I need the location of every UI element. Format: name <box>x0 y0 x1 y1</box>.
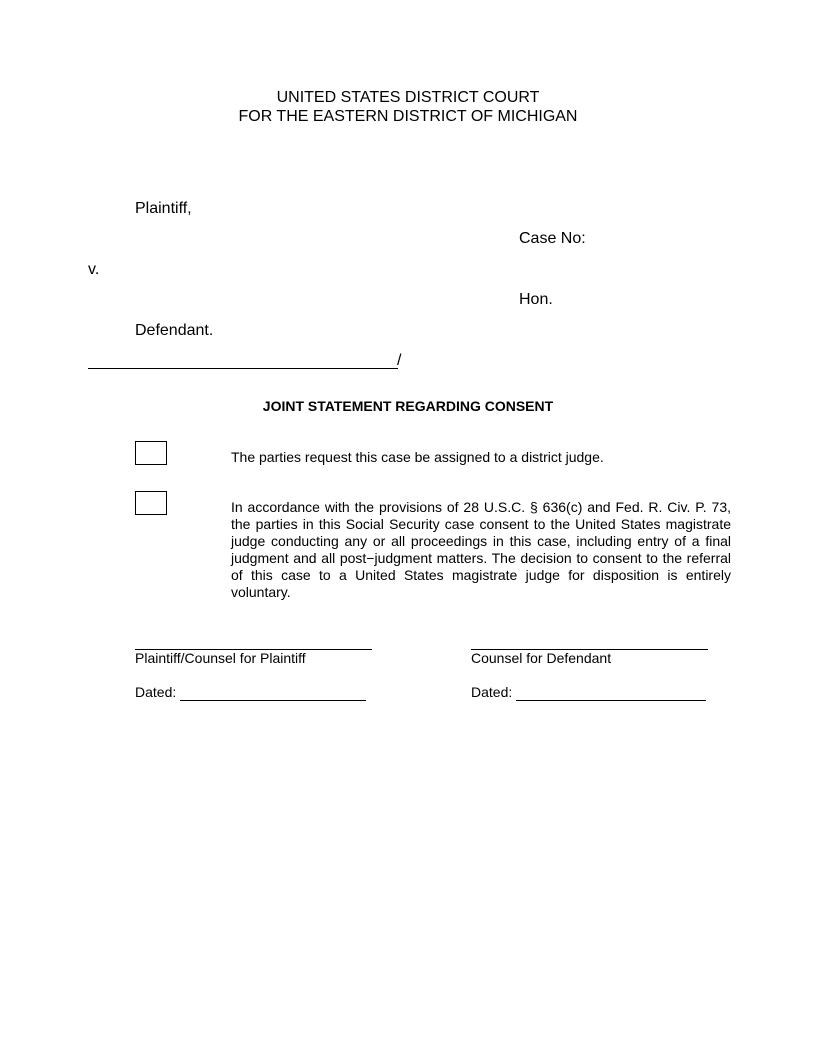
magistrate-consent-option-text: In accordance with the provisions of 28 U.S.C. § 636(c) and Fed. R. Civ. P. 73, the parties in this Social Security case consent to the United States magistrate judge conducting any or all proceedings in this case, including entry of a final judgment and all post−judgment matters. The decision to consent to the referral of this case to a United States magistrate judge for disposition is entirely voluntary. <box>231 499 731 600</box>
magistrate-consent-checkbox[interactable] <box>135 491 167 515</box>
district-judge-option-text: The parties request this case be assigned to a district judge. <box>231 449 604 465</box>
court-name: UNITED STATES DISTRICT COURT <box>276 89 540 106</box>
defendant-dated-row <box>471 684 706 701</box>
case-number-label: Case No: <box>519 230 586 247</box>
plaintiff-signature-label: Plaintiff/Counsel for Plaintiff <box>135 650 306 666</box>
plaintiff-dated-row <box>135 684 366 701</box>
plaintiff-label: Plaintiff, <box>135 200 192 217</box>
plaintiff-dated-label: Dated: <box>135 684 177 700</box>
defendant-date-field[interactable] <box>516 686 706 701</box>
defendant-signature-label: Counsel for Defendant <box>471 650 612 666</box>
district-judge-checkbox[interactable] <box>135 441 167 465</box>
defendant-label: Defendant. <box>135 322 214 339</box>
plaintiff-date-field[interactable] <box>180 686 366 701</box>
defendant-dated-label: Dated: <box>471 684 513 700</box>
court-district: FOR THE EASTERN DISTRICT OF MICHIGAN <box>238 108 578 125</box>
judge-label: Hon. <box>519 291 553 308</box>
caption-rule-slash: / <box>397 352 402 369</box>
caption-underline <box>88 368 398 369</box>
versus-label: v. <box>88 261 100 278</box>
document-heading: JOINT STATEMENT REGARDING CONSENT <box>262 398 554 414</box>
